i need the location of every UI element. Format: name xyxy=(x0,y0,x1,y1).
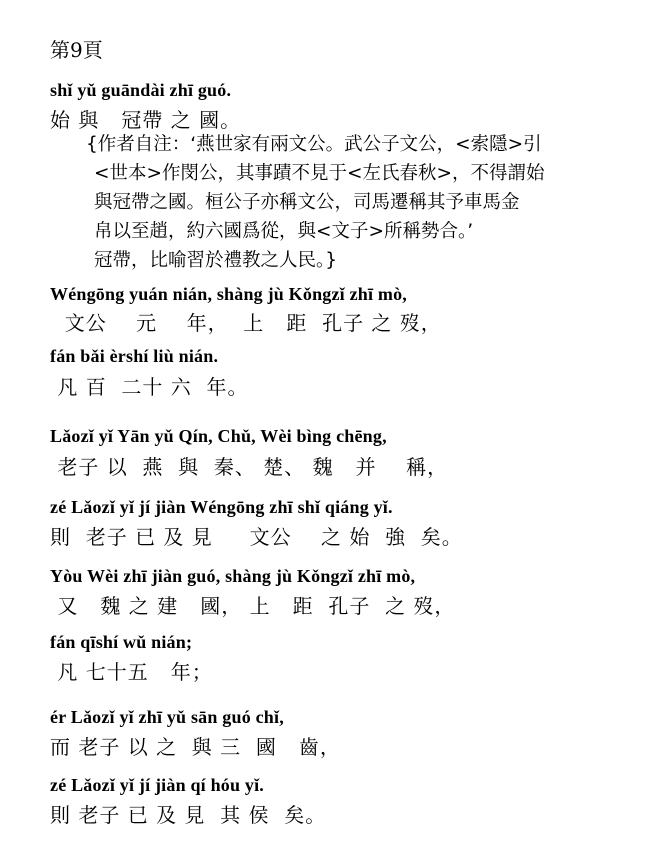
hanzi-line: 老子 以 燕 與 秦、 楚、 魏 并 稱， xyxy=(50,455,449,479)
pinyin-line: ér Lǎozǐ yǐ zhī yǔ sān guó chǐ, xyxy=(50,707,284,727)
note-line: <世本>作閔公，其事蹟不見于<左氏春秋>，不得謂始 xyxy=(94,163,545,184)
hanzi-line: 則 老子 已 及 見 文公 之 始 強 矣。 xyxy=(50,525,463,549)
pinyin-line: Yòu Wèi zhī jiàn guó, shàng jù Kǒngzǐ zhī mò, xyxy=(50,566,416,586)
pinyin-line: zé Lǎozǐ yǐ jí jiàn qí hóu yǐ. xyxy=(50,775,265,795)
note-line: 帛以至趙，約六國爲從，與<文子>所稱勢合。’ xyxy=(94,221,474,242)
pinyin-line: shǐ yǔ guāndài zhī guó. xyxy=(50,80,232,100)
note-line: {作者自注：‘燕世家有兩文公。武公子文公，<索隱>引 xyxy=(86,134,542,155)
hanzi-line: 凡 七十五 年； xyxy=(50,660,213,684)
hanzi-line: 而 老子 以 之 與 三 國 齒， xyxy=(50,735,341,759)
hanzi-line: 始 與 冠帶 之 國。 xyxy=(50,108,242,132)
pinyin-line: Lǎozǐ yǐ Yān yǔ Qín, Chǔ, Wèi bìng chēng, xyxy=(50,426,387,446)
page-header: 第9頁 xyxy=(50,38,103,62)
hanzi-line: 又 魏 之 建 國， 上 距 孔子 之 歿， xyxy=(50,594,456,618)
hanzi-line: 文公 元 年， 上 距 孔子 之 歿， xyxy=(50,311,442,335)
hanzi-line: 則 老子 已 及 見 其 侯 矣。 xyxy=(50,803,327,827)
pinyin-line: fán bǎi èrshí liù nián. xyxy=(50,346,219,366)
note-line: 冠帶，比喻習於禮教之人民。} xyxy=(94,250,338,271)
hanzi-line: 凡 百 二十 六 年。 xyxy=(50,375,249,399)
note-line: 與冠帶之國。桓公子亦稱文公，司馬遷稱其予車馬金 xyxy=(94,192,520,213)
pinyin-line: fán qīshí wǔ nián; xyxy=(50,632,193,652)
pinyin-line: zé Lǎozǐ yǐ jí jiàn Wéngōng zhī shǐ qiáng yǐ. xyxy=(50,497,393,517)
author-note xyxy=(86,130,642,275)
pinyin-line: Wéngōng yuán nián, shàng jù Kǒngzǐ zhī mò, xyxy=(50,284,407,304)
